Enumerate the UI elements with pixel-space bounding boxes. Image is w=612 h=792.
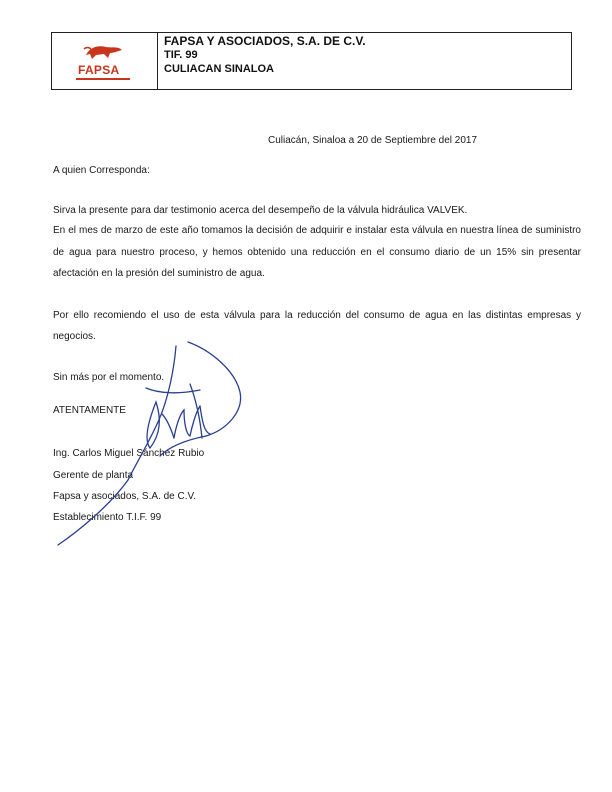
- salutation: A quien Corresponda:: [53, 165, 150, 176]
- tif-number: TIF. 99: [164, 49, 198, 61]
- letter-date: Culiacán, Sinaloa a 20 de Septiembre del 2017: [268, 135, 478, 146]
- logo-text: FAPSA: [78, 63, 120, 77]
- signer-company: Fapsa y asociados, S.A. de C.V.: [53, 491, 197, 502]
- signer-name: Ing. Carlos Miguel Sánchez Rubio: [53, 448, 205, 459]
- paragraph-1-line-1: Sirva la presente para dar testimonio acerca del desempeño de la válvula hidráulica VALVEK.: [53, 205, 468, 216]
- closing-phrase: Sin más por el momento.: [53, 372, 165, 383]
- signer-establishment: Establecimiento T.I.F. 99: [53, 512, 162, 523]
- bull-logo-icon: [82, 41, 126, 63]
- closing-atentamente: ATENTAMENTE: [53, 405, 126, 416]
- paragraph-2-line-2: de agua para nuestro proceso, y hemos obtenido una reducción en el consumo diario de un 15% sin presentar: [53, 247, 581, 258]
- company-name: FAPSA Y ASOCIADOS, S.A. DE C.V.: [164, 34, 366, 48]
- signer-title: Gerente de planta: [53, 470, 134, 481]
- letterhead: [51, 32, 572, 90]
- logo-underline: [76, 78, 130, 80]
- paragraph-3-line-2: negocios.: [53, 331, 96, 342]
- paragraph-3-line-1: Por ello recomiendo el uso de esta válvula para la reducción del consumo de agua en las distintas empresas y: [53, 310, 581, 321]
- paragraph-2-line-3: afectación en la presión del suministro de agua.: [53, 268, 265, 279]
- company-city: CULIACAN SINALOA: [164, 63, 274, 75]
- paragraph-2-line-1: En el mes de marzo de este año tomamos la decisión de adquirir e instalar esta válvula en nuestra línea de suministro: [53, 225, 581, 236]
- letterhead-info: [158, 33, 366, 89]
- handwritten-signature: [50, 340, 260, 560]
- company-logo: [52, 33, 158, 89]
